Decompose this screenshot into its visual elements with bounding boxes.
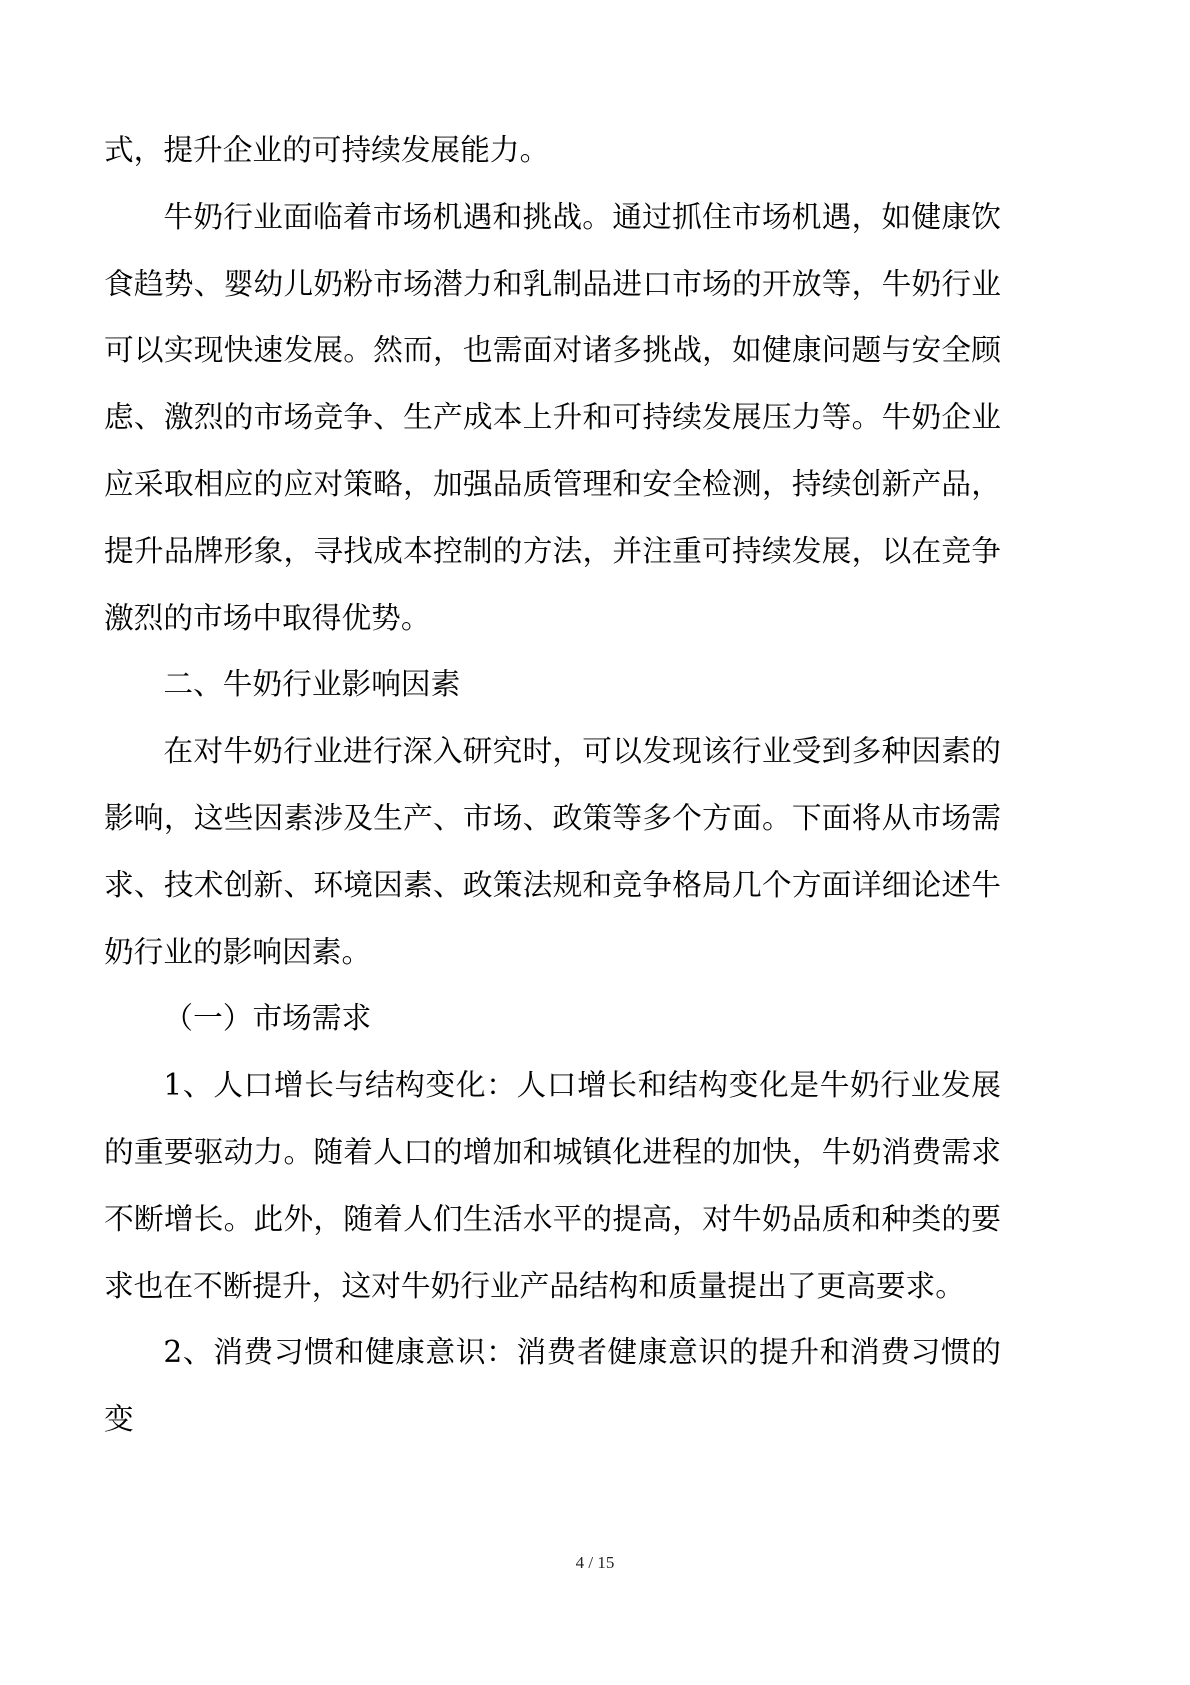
paragraph-population-growth: 1、人口增长与结构变化：人口增长和结构变化是牛奶行业发展的重要驱动力。随着人口的增加和城镇化进程的加快，牛奶消费需求不断增长。此外，随着人们生活水平的提高，对牛奶品质和种类的要求也在不断提升，这对牛奶行业产品结构和质量提出了更高要求。	[104, 1068, 1001, 1304]
paragraph-continuation: 式，提升企业的可持续发展能力。	[104, 133, 550, 168]
subsection-heading-market-demand: （一）市场需求	[163, 1001, 372, 1037]
paragraph-factors-intro: 在对牛奶行业进行深入研究时，可以发现该行业受到多种因素的影响，这些因素涉及生产、市场、政策等多个方面。下面将从市场需求、技术创新、环境因素、政策法规和竞争格局几个方面详细论述牛奶行业的影响因素。	[104, 734, 1001, 970]
section-heading-influencing-factors: 二、牛奶行业影响因素	[163, 667, 461, 703]
page-number: 4 / 15	[575, 1553, 615, 1572]
paragraph-consumption-habits: 2、消费习惯和健康意识：消费者健康意识的提升和消费习惯的变	[104, 1335, 1001, 1438]
document-body	[104, 118, 1001, 1454]
paragraph-market-opportunities: 牛奶行业面临着市场机遇和挑战。通过抓住市场机遇，如健康饮食趋势、婴幼儿奶粉市场潜力和乳制品进口市场的开放等，牛奶行业可以实现快速发展。然而，也需面对诸多挑战，如健康问题与安全顾虑、激烈的市场竞争、生产成本上升和可持续发展压力等。牛奶企业应采取相应的应对策略，加强品质管理和安全检测，持续创新产品，提升品牌形象，寻找成本控制的方法，并注重可持续发展，以在竞争激烈的市场中取得优势。	[104, 199, 1001, 636]
